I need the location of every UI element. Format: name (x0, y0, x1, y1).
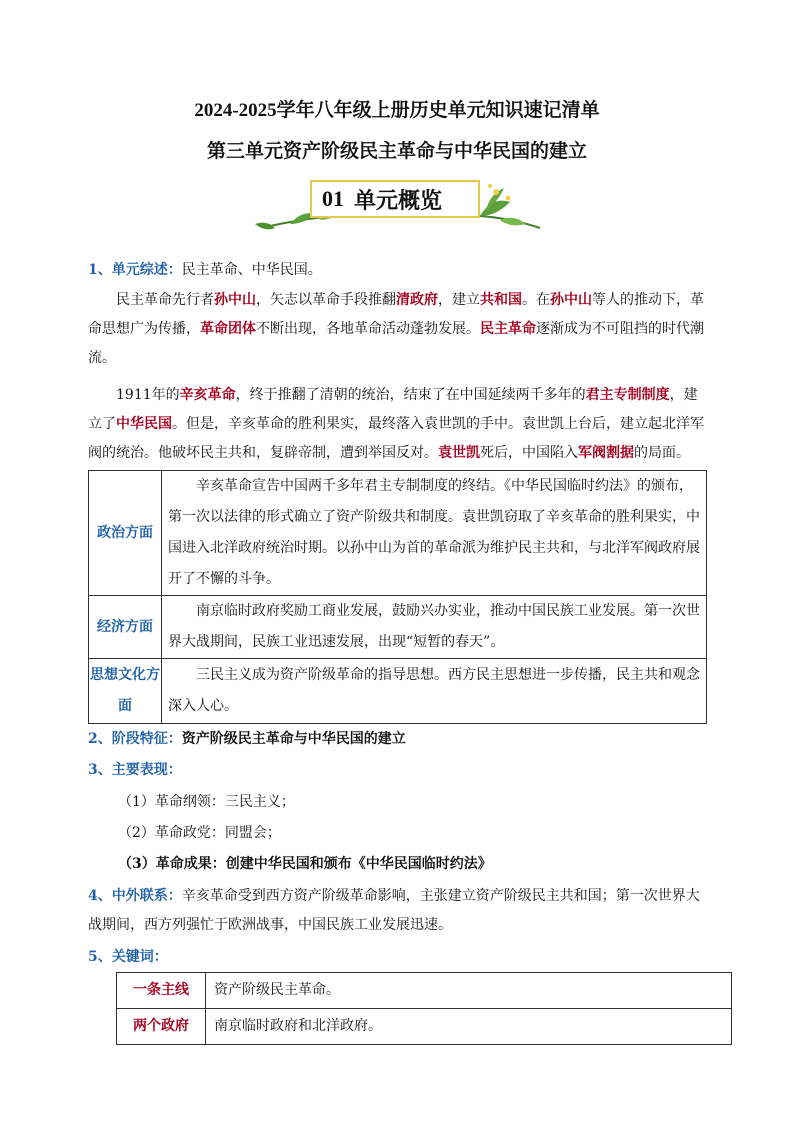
section-text: 辛亥革命受到西方资产阶级革命影响，主张建立资产阶级民主共和国；第一次世界大战期间，西方列强忙于欧洲战事，中国民族工业发展迅速。 (88, 888, 700, 933)
section-heading: 5、关键词： (88, 949, 168, 965)
item-label: （3）革命成果： (118, 856, 226, 872)
section-heading: 3、主要表现： (88, 762, 182, 778)
highlight-term: 清政府 (396, 292, 438, 308)
highlight-term: 辛亥革命 (179, 387, 236, 403)
highlight-term: 君主专制制度 (585, 387, 670, 403)
section-heading: 2、阶段特征： (88, 731, 182, 747)
paragraph-text: 等人的推动下，革命思想广为传播， (88, 292, 704, 337)
list-item (118, 850, 738, 879)
row-label: 两个政府 (117, 1009, 206, 1045)
item-label: （1）革命纲领： (118, 794, 225, 810)
paragraph-text: 不断出现，各地革命活动蓬勃发展。 (256, 321, 480, 337)
item-text: 创建中华民国和颁布《中华民国临时约法》 (225, 856, 492, 872)
highlight-term: 袁世凯 (438, 445, 480, 461)
paragraph-text: 。在 (522, 292, 550, 308)
item-text: 三民主义； (224, 794, 295, 810)
item-label: （2）革命政党： (118, 825, 225, 841)
table-row (117, 973, 732, 1009)
section-banner (250, 176, 550, 238)
keywords-table (116, 972, 732, 1045)
paragraph-text: 逐渐成为不可阻挡的时代潮流。 (88, 321, 704, 366)
highlight-term: 军阀割据 (578, 445, 634, 461)
section-keywords (88, 943, 708, 972)
row-content: 南京临时政府和北洋政府。 (206, 1009, 732, 1045)
highlight-term: 革命团体 (200, 321, 256, 337)
section-main-manifestations (88, 756, 708, 785)
table-row (89, 596, 707, 659)
section-intro: 民主革命、中华民国。 (181, 262, 322, 278)
row-label: 经济方面 (89, 596, 162, 659)
row-label: 一条主线 (117, 973, 206, 1009)
aspects-table (88, 470, 707, 724)
overview-paragraph-2 (88, 381, 708, 468)
document-title: 2024-2025学年八年级上册历史单元知识速记清单 (194, 100, 600, 121)
overview-paragraph-1 (88, 286, 708, 373)
highlight-term: 孙中山 (214, 292, 256, 308)
document-subtitle: 第三单元资产阶级民主革命与中华民国的建立 (206, 141, 587, 162)
list-item (118, 788, 738, 817)
banner-label: 单元概览 (354, 187, 443, 214)
section-heading: 4、中外联系： (88, 888, 182, 904)
section-heading: 1、单元综述： (88, 262, 182, 278)
row-content: 三民主义成为资产阶级革命的指导思想。西方民主思想进一步传播，民主共和观念深入人心。 (162, 659, 707, 724)
section-stage-features (88, 725, 708, 754)
table-row (89, 471, 707, 596)
paragraph-text: 。但是，辛亥革命的胜利果实，最终落入袁世凯的手中。袁世凯上台后，建立起北洋军阀的统治。他破坏民主共和，复辟帝制，遭到举国反对。 (88, 416, 704, 461)
table-row (89, 659, 707, 724)
highlight-term: 中华民国 (116, 416, 172, 432)
paragraph-text: ，建立了 (88, 387, 698, 432)
section-text: 资产阶级民主革命与中华民国的建立 (181, 731, 406, 747)
paragraph-text: 死后，中国陷入 (480, 445, 578, 461)
highlight-term: 共和国 (480, 292, 522, 308)
item-text: 同盟会； (224, 825, 281, 841)
row-content: 南京临时政府奖励工商业发展，鼓励兴办实业，推动中国民族工业发展。第一次世界大战期间，民族工业迅速发展，出现“短暂的春天”。 (162, 596, 707, 659)
paragraph-text: 的局面。 (634, 445, 690, 461)
paragraph-text: 1911年的 (116, 387, 180, 403)
banner-label-box (310, 180, 480, 218)
paragraph-text: ，矢志以革命手段推翻 (256, 292, 396, 308)
paragraph-text: 民主革命先行者 (116, 292, 214, 308)
highlight-term: 民主革命 (480, 321, 536, 337)
banner-number: 01 (322, 186, 344, 211)
row-label: 思想文化方面 (89, 659, 162, 724)
list-item (118, 819, 738, 848)
row-content: 辛亥革命宣告中国两千多年君主专制制度的终结。《中华民国临时约法》的颁布，第一次以法律的形式确立了资产阶级共和制度。袁世凯窃取了辛亥革命的胜利果实，中国进入北洋政府统治时期。以孙中山为首的革命派为维护民主共和，与北洋军阀政府展开了不懈的斗争。 (162, 471, 707, 596)
paragraph-text: ，终于推翻了清朝的统治，结束了在中国延续两千多年的 (235, 387, 586, 403)
table-row (117, 1009, 732, 1045)
highlight-term: 孙中山 (550, 292, 592, 308)
row-content: 资产阶级民主革命。 (206, 973, 732, 1009)
row-label: 政治方面 (89, 471, 162, 596)
section-overview (88, 256, 708, 285)
section-sino-foreign (88, 882, 708, 940)
paragraph-text: ，建立 (438, 292, 480, 308)
